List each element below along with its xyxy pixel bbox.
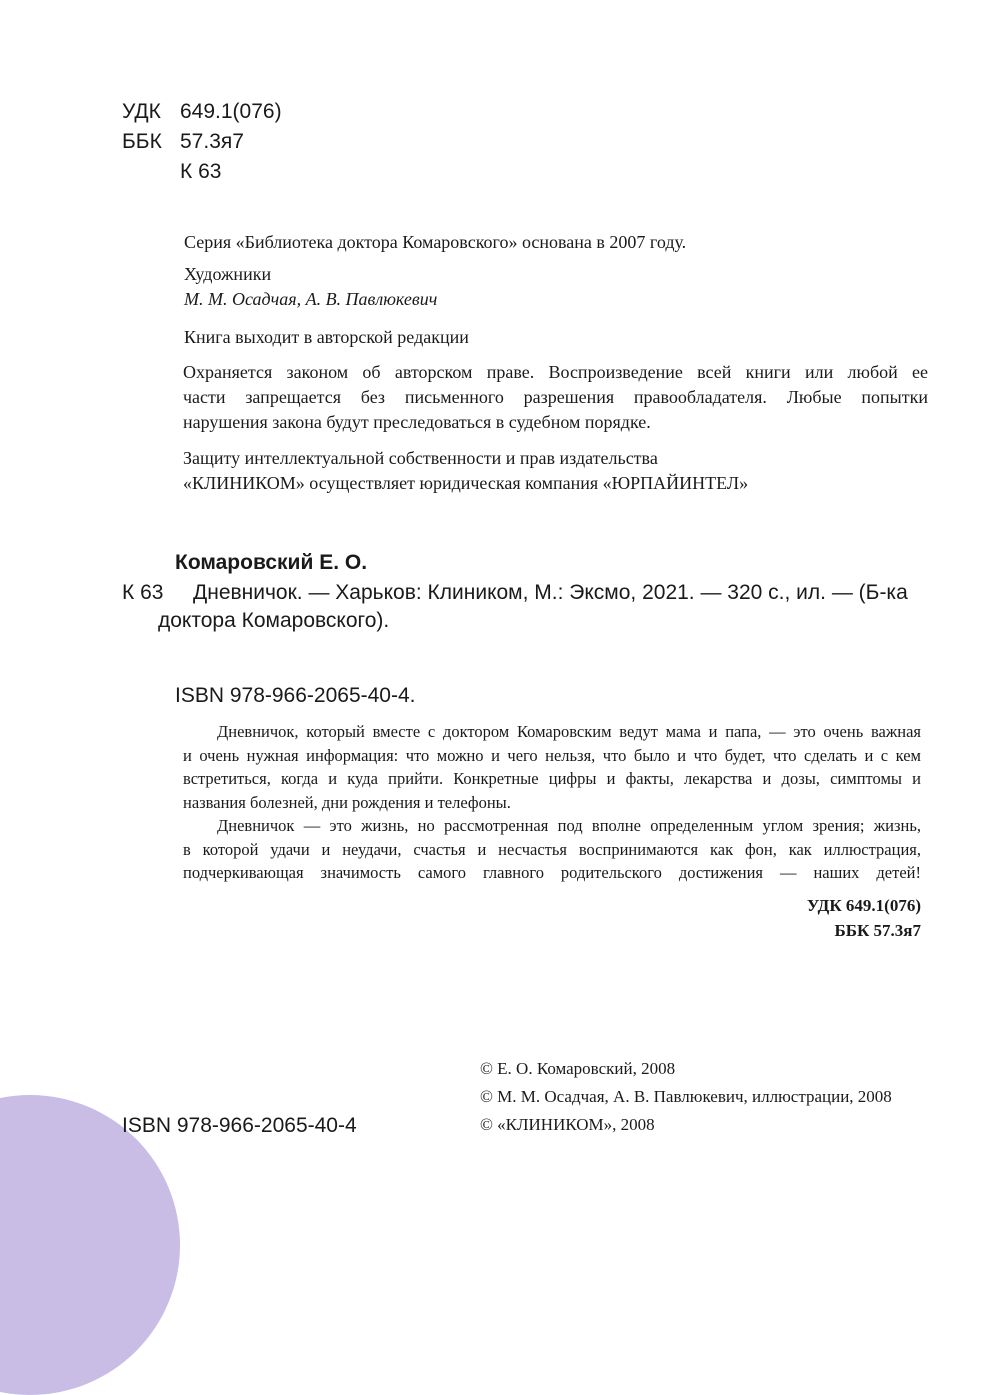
entry-isbn: ISBN 978-966-2065-40-4. — [175, 684, 416, 707]
ip-protection-notice — [183, 446, 843, 496]
ip-line: Защиту интеллектуальной собственности и прав издательства — [183, 448, 658, 468]
index-bbk: ББК 57.3я7 — [834, 921, 921, 940]
udk-label: УДК — [122, 100, 161, 123]
annotation — [183, 720, 921, 885]
author-mark: К 63 — [180, 160, 222, 183]
footer-isbn: ISBN 978-966-2065-40-4 — [122, 1114, 357, 1137]
index-udk: УДК 649.1(076) — [806, 896, 921, 915]
copyright-publisher: © «КЛИНИКОМ», 2008 — [480, 1115, 655, 1134]
ip-line: «КЛИНИКОМ» осуществляет юридическая компания «ЮРПАЙИНТЕЛ» — [183, 473, 749, 493]
entry-author: Комаровский Е. О. — [175, 551, 368, 574]
annotation-line: подчеркивающая значимость самого главного родительского достижения — наших детей! — [183, 863, 921, 882]
series-note: Серия «Библиотека доктора Комаровского» основана в 2007 году. — [184, 232, 687, 252]
entry-line-2: доктора Комаровского). — [158, 609, 390, 632]
copyright-line: нарушения закона будут преследоваться в судебном порядке. — [183, 412, 651, 432]
bbk-label: ББК — [122, 130, 162, 153]
copyright-illustrators: © М. М. Осадчая, А. В. Павлюкевич, иллюстрации, 2008 — [480, 1087, 892, 1106]
copyright-line: части запрещается без письменного разрешения правообладателя. Любые попытки — [183, 387, 928, 407]
copyright-line: Охраняется законом об авторском праве. Воспроизведение всей книги или любой ее — [183, 362, 928, 382]
bbk-value: 57.3я7 — [180, 130, 244, 153]
artists-names: М. М. Осадчая, А. В. Павлюкевич — [184, 289, 438, 309]
entry-mark: К 63 — [122, 581, 164, 604]
annotation-line: встретиться, когда и куда прийти. Конкретные цифры и факты, лекарства и дозы, симптомы и — [183, 769, 921, 788]
classification-block — [122, 101, 322, 191]
annotation-line: Дневничок, который вместе с доктором Комаровским ведут мама и папа, — это очень важная — [217, 722, 921, 741]
annotation-line: в которой удачи и неудачи, счастья и несчастья воспринимаются как фон, как иллюстрация, — [183, 839, 921, 859]
copyright-notice — [183, 360, 928, 435]
entry-line-1: Дневничок. — Харьков: Клиником, М.: Эксмо, 2021. — 320 с., ил. — (Б-ка — [193, 581, 908, 604]
decorative-circle — [0, 1095, 180, 1395]
copyright-author: © Е. О. Комаровский, 2008 — [480, 1059, 676, 1078]
artists-label: Художники — [184, 264, 272, 284]
annotation-line: и очень нужная информация: что можно и чего нельзя, что было и что будет, что сделать и с кем — [183, 745, 921, 765]
udk-value: 649.1(076) — [180, 100, 282, 123]
annotation-line: Дневничок — это жизнь, но рассмотренная под вполне определенным углом зрения; жизнь, — [217, 816, 921, 835]
annotation-line: названия болезней, дни рождения и телефоны. — [183, 792, 511, 812]
edition-note: Книга выходит в авторской редакции — [184, 327, 469, 347]
